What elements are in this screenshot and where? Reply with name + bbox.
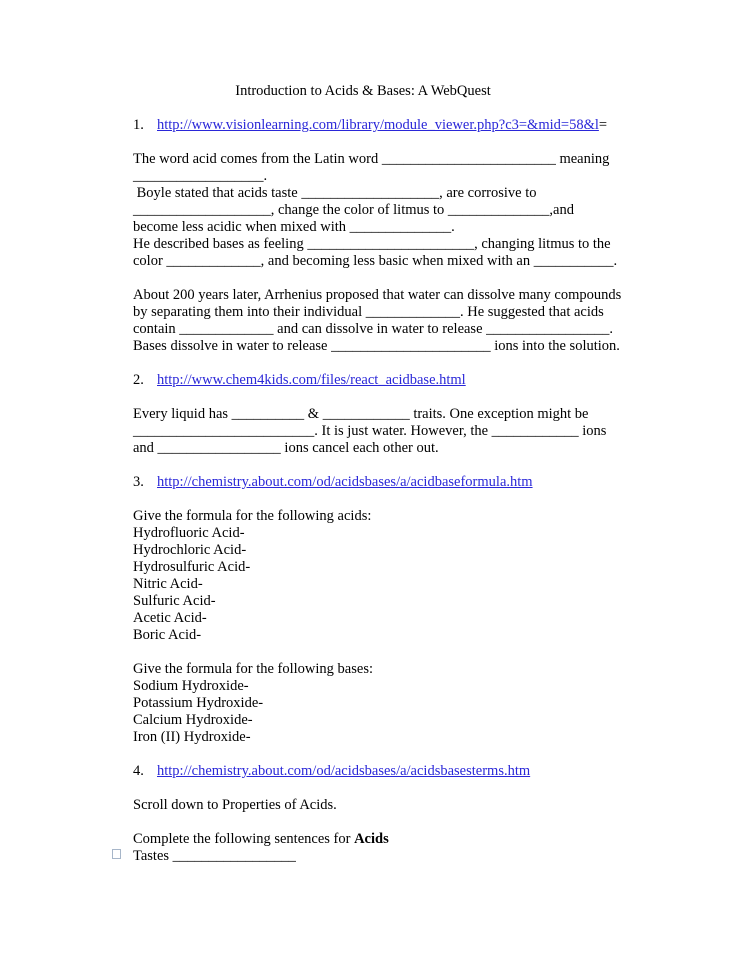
complete-sentences-block [133,831,649,865]
paragraph-line: About 200 years later, Arrhenius proposed that water can dissolve many compounds [133,287,622,303]
visionlearning-link[interactable]: http://www.visionlearning.com/library/module_viewer.php?c3=&mid=58&l [157,117,599,133]
paragraph-line: He described bases as feeling _______________________, changing litmus to the [133,236,611,252]
acids-list-header: Give the formula for the following acids: [133,508,372,524]
base-line: Iron (II) Hydroxide- [133,729,251,745]
document-title: Introduction to Acids & Bases: A WebQuest [235,83,491,99]
bases-formula-list [133,661,649,746]
paragraph-arrhenius [133,287,649,355]
complete-sentences-line [133,831,649,848]
acid-line: Boric Acid- [133,627,202,643]
paragraph-line: _________________________. It is just water. However, the ____________ ions [133,423,607,439]
paragraph-line: contain _____________ and can dissolve in water to release _________________. [133,321,614,337]
complete-prefix-text: Complete the following sentences for [133,831,355,847]
list-item-3 [133,474,649,491]
paragraph-line: __________________. [133,168,268,184]
item-number: 1. [133,117,144,133]
item-number: 3. [133,474,144,490]
paragraph-line: The word acid comes from the Latin word ________________________ meaning [133,151,610,167]
acid-line: Hydrosulfuric Acid- [133,559,251,575]
chem4kids-link[interactable]: http://www.chem4kids.com/files/react_acidbase.html [157,372,466,388]
acid-line: Sulfuric Acid- [133,593,216,609]
paragraph-line: become less acidic when mixed with ______________. [133,219,455,235]
tastes-blank-text: Tastes _________________ [133,848,296,864]
link-suffix-text: = [598,117,608,133]
base-line: Sodium Hydroxide- [133,678,249,694]
list-item-1 [133,117,649,134]
acid-line: Hydrochloric Acid- [133,542,247,558]
scroll-instruction [133,797,649,814]
paragraph-line: and _________________ ions cancel each other out. [133,440,439,456]
acid-line: Nitric Acid- [133,576,203,592]
acid-line: Hydrofluoric Acid- [133,525,245,541]
acids-bold-text: Acids [354,831,389,847]
list-item-2 [133,372,649,389]
list-item-4 [133,763,649,780]
acidsbasesterms-link[interactable]: http://chemistry.about.com/od/acidsbases/a/acidsbasesterms.htm [157,763,531,779]
bases-list-header: Give the formula for the following bases: [133,661,373,677]
paragraph-line: Every liquid has __________ & ____________ traits. One exception might be [133,406,589,422]
paragraph-line: Bases dissolve in water to release ______________________ ions into the solution. [133,338,620,354]
tastes-bullet-line [112,848,649,865]
base-line: Calcium Hydroxide- [133,712,253,728]
paragraph-latin-boyle [133,151,649,270]
paragraph-line: Scroll down to Properties of Acids. [133,797,337,813]
paragraph-line: Boyle stated that acids taste ___________________, are corrosive to [133,185,537,201]
item-number: 2. [133,372,144,388]
paragraph-line: by separating them into their individual _____________. He suggested that acids [133,304,604,320]
paragraph-every-liquid [133,406,649,457]
acidbaseformula-link[interactable]: http://chemistry.about.com/od/acidsbases/a/acidbaseformula.htm [157,474,533,490]
paragraph-line: ___________________, change the color of litmus to ______________,and [133,202,574,218]
item-number: 4. [133,763,144,779]
paragraph-line: color _____________, and becoming less basic when mixed with an ___________. [133,253,618,269]
acids-formula-list [133,508,649,644]
checkbox-bullet-icon [112,849,121,859]
acid-line: Acetic Acid- [133,610,207,626]
base-line: Potassium Hydroxide- [133,695,264,711]
